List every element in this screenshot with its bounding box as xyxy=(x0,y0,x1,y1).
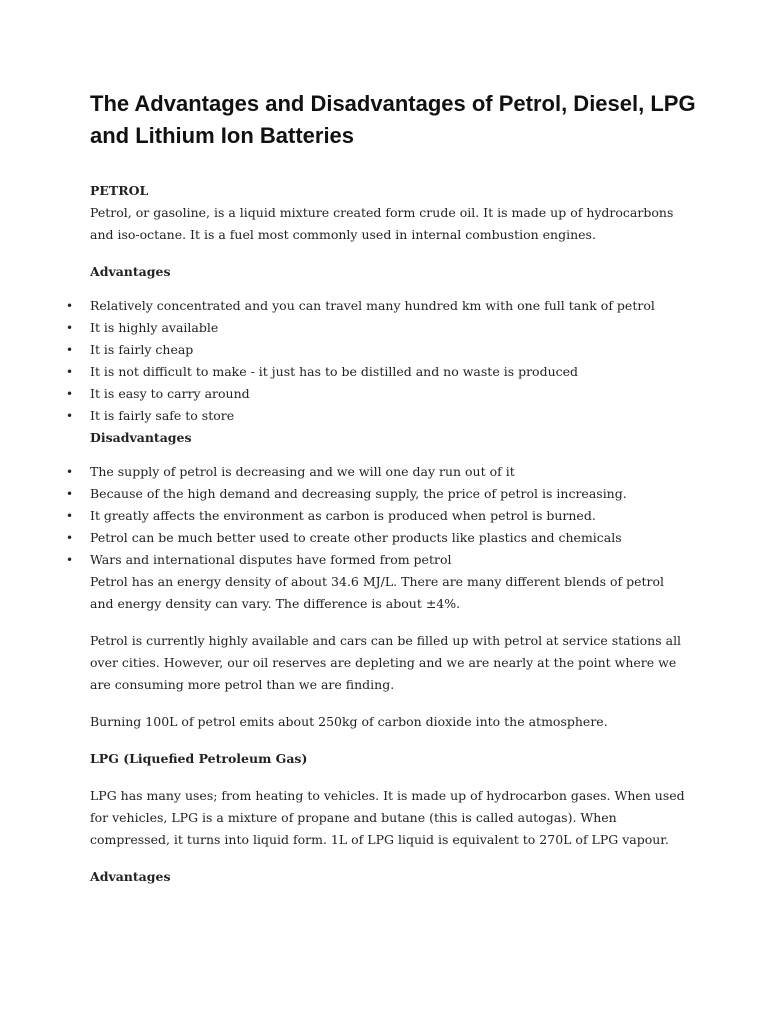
bullet-item xyxy=(66,527,690,549)
bullet-glyph: • xyxy=(66,299,74,313)
bullet-item xyxy=(66,339,690,361)
petrol-advantages-list xyxy=(66,295,690,427)
bullet-text: Wars and international disputes have formed from petrol xyxy=(90,552,452,567)
bullet-glyph: • xyxy=(66,409,74,423)
lpg-heading: LPG (Liquefied Petroleum Gas) xyxy=(90,751,308,766)
petrol-intro: Petrol, or gasoline, is a liquid mixture created form crude oil. It is made up of hydrocarbons and iso-octane. It is a fuel most commonly used in internal combustion engines. xyxy=(90,205,674,242)
bullet-item xyxy=(66,361,690,383)
bullet-text: It is fairly safe to store xyxy=(90,408,235,423)
lpg-intro: LPG has many uses; from heating to vehicles. It is made up of hydrocarbon gases. When used for vehicles, LPG is a mixture of propane and butane (this is called autogas). When compressed, it turns into liquid form. 1L of LPG liquid is equivalent to 270L of LPG vapour. xyxy=(90,788,685,847)
bullet-item xyxy=(66,317,690,339)
bullet-glyph: • xyxy=(66,465,74,479)
bullet-text: The supply of petrol is decreasing and we will one day run out of it xyxy=(90,464,515,479)
petrol-availability: Petrol is currently highly available and cars can be filled up with petrol at service stations all over cities. However, our oil reserves are depleting and we are nearly at the point where we are consuming more petrol than we are finding. xyxy=(90,633,682,692)
bullet-item xyxy=(66,405,690,427)
bullet-text: Because of the high demand and decreasing supply, the price of petrol is increasing. xyxy=(90,486,627,501)
bullet-glyph: • xyxy=(66,387,74,401)
bullet-glyph: • xyxy=(66,531,74,545)
bullet-item xyxy=(66,383,690,405)
bullet-glyph: • xyxy=(66,509,74,523)
bullet-text: Relatively concentrated and you can travel many hundred km with one full tank of petrol xyxy=(90,298,655,313)
bullet-item xyxy=(66,295,690,317)
bullet-item xyxy=(66,461,690,483)
petrol-energy-density: Petrol has an energy density of about 34.6 MJ/L. There are many different blends of petrol and energy density can vary. The difference is about ±4%. xyxy=(90,574,665,611)
bullet-text: It greatly affects the environment as carbon is produced when petrol is burned. xyxy=(90,508,596,523)
petrol-advantages-heading: Advantages xyxy=(90,264,171,279)
petrol-disadvantages-heading: Disadvantages xyxy=(90,430,192,445)
bullet-text: It is not difficult to make - it just has to be distilled and no waste is produced xyxy=(90,364,579,379)
bullet-glyph: • xyxy=(66,487,74,501)
bullet-item xyxy=(66,505,690,527)
bullet-glyph: • xyxy=(66,321,74,335)
document-title: The Advantages and Disadvantages of Petrol, Diesel, LPG and Lithium Ion Batteries xyxy=(90,91,696,148)
bullet-glyph: • xyxy=(66,343,74,357)
bullet-glyph: • xyxy=(66,553,74,567)
petrol-heading: PETROL xyxy=(90,183,149,198)
bullet-text: It is highly available xyxy=(90,320,219,335)
bullet-text: Petrol can be much better used to create other products like plastics and chemicals xyxy=(90,530,622,545)
petrol-disadvantages-list xyxy=(66,461,690,571)
bullet-text: It is easy to carry around xyxy=(90,386,250,401)
document-body xyxy=(66,180,690,888)
lpg-advantages-heading: Advantages xyxy=(90,869,171,884)
bullet-item xyxy=(66,483,690,505)
bullet-item xyxy=(66,549,690,571)
bullet-glyph: • xyxy=(66,365,74,379)
bullet-text: It is fairly cheap xyxy=(90,342,194,357)
petrol-emissions: Burning 100L of petrol emits about 250kg of carbon dioxide into the atmosphere. xyxy=(90,714,608,729)
